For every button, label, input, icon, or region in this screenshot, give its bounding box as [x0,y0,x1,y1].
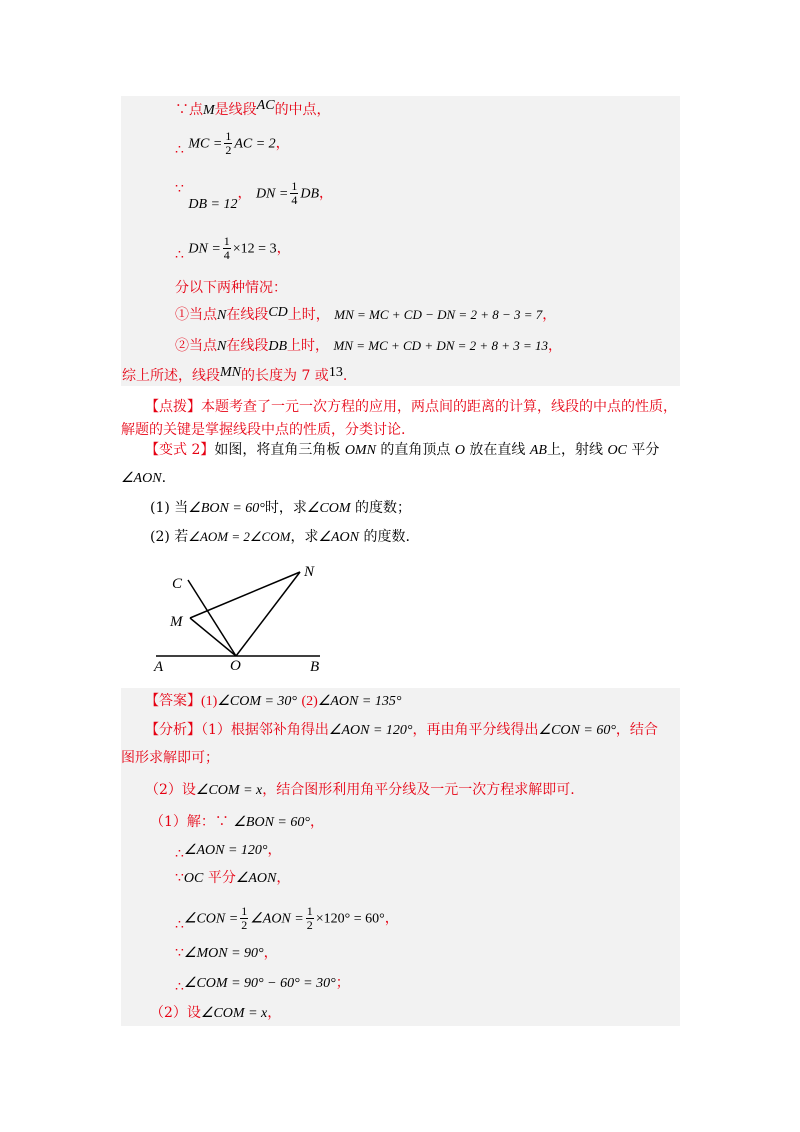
fraction: $\frac{1}{2}$ [225,129,232,157]
step-1: （1）解：∵ ∠BON = 60°， [150,814,324,830]
step-6: ∴∠COM = 90° − 60° = 30°； [175,975,350,995]
label-o: O [230,658,241,674]
solution-line-3: ∵ DB = 12， DN = $\frac{1}{4}$ DB， [175,179,334,212]
fraction: $\frac{1}{4}$ [291,179,298,207]
step-5: ∵∠MON = 90°， [175,945,278,961]
note-line-2: 解题的关键是掌握线段中点的性质，分类讨论. [121,422,406,438]
fraction: $\frac{1}{4}$ [223,234,230,262]
step-3: ∵OC 平分∠AON， [175,870,291,886]
step-7: （2）设∠COM = x， [150,1005,282,1021]
note-line-1: 【点拨】本题考查了一元一次方程的应用，两点间的距离的计算，线段的中点的性质， [145,399,677,415]
solution-line-5: 分以下两种情况： [175,280,287,296]
segment-mn [190,572,300,618]
solution-line-7: ②当点N在线段DB上时， MN = MC + CD + DN = 2 + 8 + 3 = 13， [175,338,562,354]
label-b: B [310,659,320,675]
solution-line-1: ∵点M是线段AC的中点， [175,98,331,118]
question-2: (2) 若∠AOM = 2∠COM，求∠AON 的度数. [150,529,410,545]
geometry-figure [148,560,338,675]
label-n: N [304,564,315,580]
label-m: M [170,614,183,630]
label-a: A [154,659,164,675]
fraction: $\frac{1}{2}$ [241,904,248,932]
segment-mo [190,618,236,656]
solution-line-8: 综上所述，线段MN的长度为 7 或13. [122,365,348,384]
fraction: $\frac{1}{2}$ [306,904,313,932]
analysis-line-2: 图形求解即可； [121,750,219,766]
analysis-line-3: （2）设∠COM = x，结合图形利用角平分线及一元一次方程求解即可. [145,782,575,798]
step-2: ∴∠AON = 120°， [175,842,282,862]
analysis-line-1: 【分析】（1）根据邻补角得出∠AON = 120°，再由角平分线得出∠CON = 60°，结合 [145,722,658,738]
solution-line-6: ①当点N在线段CD上时， MN = MC + CD − DN = 2 + 8 − 3 = 7， [175,305,557,323]
answer-line: 【答案】(1)∠COM = 30° (2)∠AON = 135° [145,693,402,709]
problem-line-2: ∠AON. [121,470,167,486]
ray-oc [188,580,236,656]
problem-line-1: 【变式 2】如图，将直角三角板 OMN 的直角顶点 O 放在直线 AB上，射线 OC 平分 [145,442,660,458]
question-1: (1) 当∠BON = 60°时，求∠COM 的度数； [150,500,412,516]
label-c: C [172,576,183,592]
solution-line-2: ∴ MC = $\frac{1}{2}$ AC = 2， [175,129,290,158]
solution-line-4: ∴ DN = $\frac{1}{4}$ ×12 = 3， [175,234,291,263]
step-4: ∴∠CON = $\frac{1}{2}$ ∠AON = $\frac{1}{2}$ ×120° = 60°， [175,904,399,933]
